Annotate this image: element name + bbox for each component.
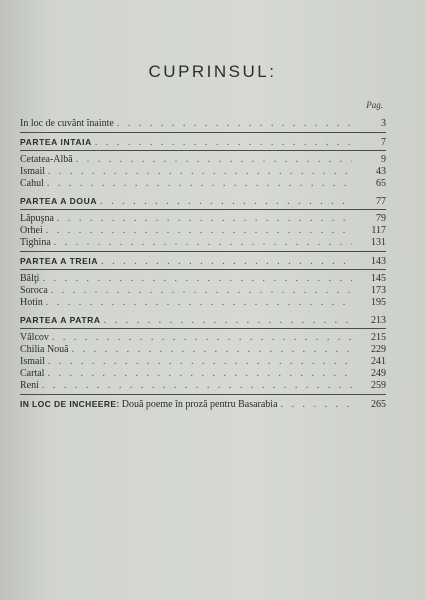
toc-entry: Reni . . . 259 xyxy=(20,380,386,392)
toc-section-heading: PARTEA A DOUA . . . 77 xyxy=(20,195,386,207)
toc-entry: Ismail . . . 43 xyxy=(20,166,386,178)
toc-entry: Ismail . . . 241 xyxy=(20,356,386,368)
toc-entry: Bălţi . . . 145 xyxy=(20,273,386,285)
divider xyxy=(20,328,386,329)
divider xyxy=(20,269,386,270)
divider xyxy=(20,150,386,151)
page-column-header: Pag. xyxy=(366,100,383,110)
table-of-contents xyxy=(20,118,386,410)
divider xyxy=(20,209,386,210)
divider xyxy=(20,132,386,133)
toc-section-heading: PARTEA A PATRA . . . 213 xyxy=(20,314,386,326)
final-entry-subtitle: : Două poeme în proză pentru Basarabia xyxy=(116,399,278,410)
toc-entry: Vâlcov . . . 215 xyxy=(20,332,386,344)
toc-entry: Cetatea-Albă . . . 9 xyxy=(20,154,386,166)
toc-entry: Chilia Nouă . . . 229 xyxy=(20,344,386,356)
toc-section-heading: PARTEA INTAIA . . . 7 xyxy=(20,136,386,148)
toc-entry: Lăpuşna . . . 79 xyxy=(20,213,386,225)
divider xyxy=(20,251,386,252)
toc-entry: Tighina . . . 131 xyxy=(20,237,386,249)
divider xyxy=(20,394,386,395)
page-title: CUPRINSUL: xyxy=(148,62,277,81)
toc-entry: In loc de cuvânt înainte . . . 3 xyxy=(20,118,386,130)
toc-entry: Cartal . . . 249 xyxy=(20,368,386,380)
toc-entry: Orhei . . . 117 xyxy=(20,225,386,237)
toc-final-entry: IN LOC DE INCHEERE: Două poeme în proză pentru Basarabia . . . 265 xyxy=(20,398,386,410)
toc-entry: Hotin . . . 195 xyxy=(20,297,386,309)
toc-entry: Soroca . . . 173 xyxy=(20,285,386,297)
toc-section-heading: PARTEA A TREIA . . . 143 xyxy=(20,255,386,267)
final-entry-heading: IN LOC DE INCHEERE xyxy=(20,399,117,409)
toc-entry: Cahul . . . 65 xyxy=(20,178,386,190)
